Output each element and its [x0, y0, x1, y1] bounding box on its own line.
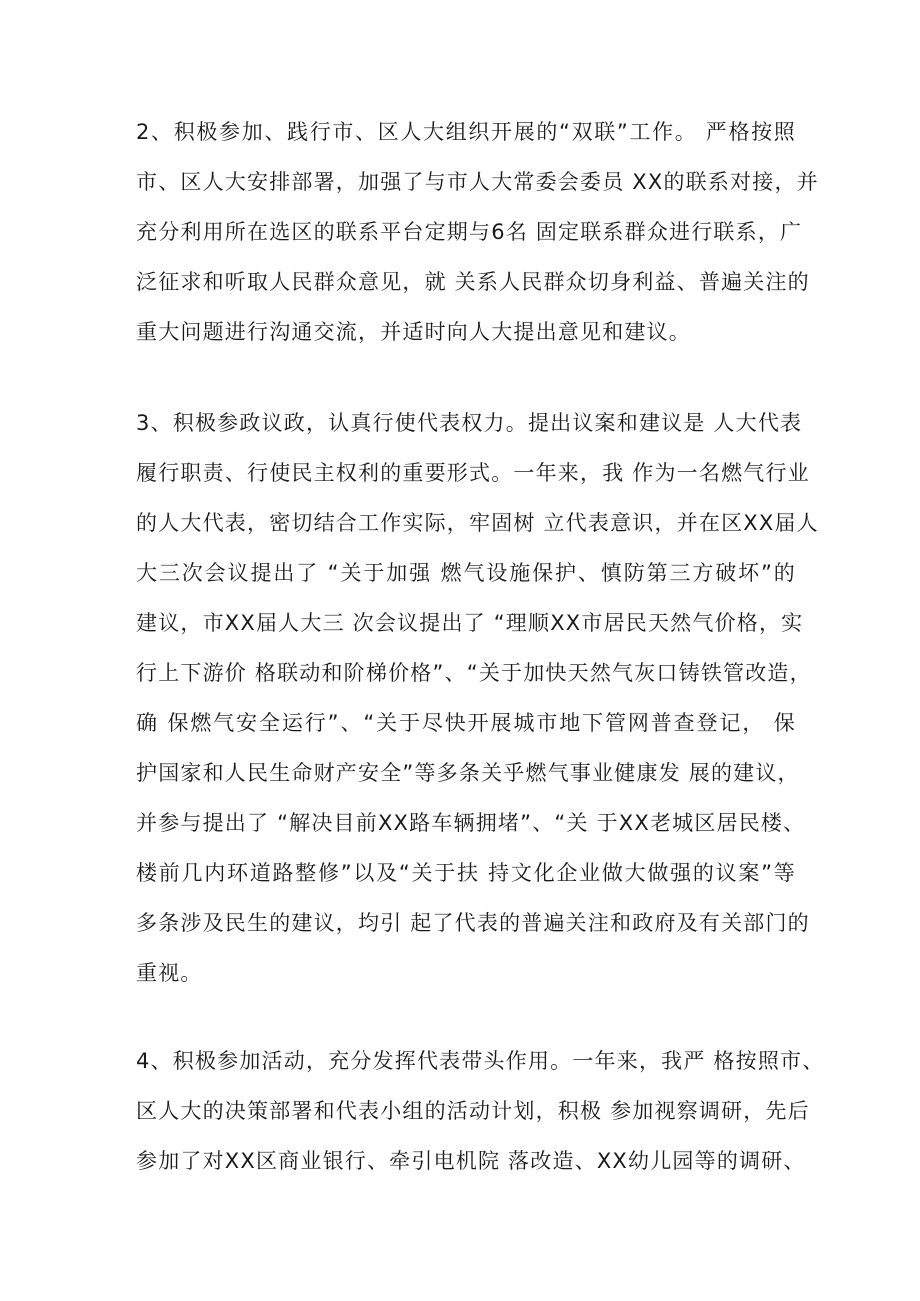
text-line: 的人大代表，密切结合工作实际，牢固树 立代表意识，并在区XX届人 [136, 511, 819, 535]
text-line: 确 保燃气安全运行”、“关于尽快开展城市地下管网普查登记， 保 [136, 711, 796, 735]
text-line: 重视。 [136, 961, 203, 985]
text-line: 并参与提出了 “解决目前XX路车辆拥堵”、“关 于XX老城区居民楼、 [136, 811, 806, 835]
paragraph-4 [136, 1036, 825, 1186]
text-line: 履行职责、行使民主权利的重要形式。一年来，我 作为一名燃气行业 [136, 461, 810, 485]
text-line: 多条涉及民生的建议，均引 起了代表的普遍关注和政府及有关部门的 [136, 911, 810, 935]
text-line: 2、积极参加、践行市、区人大组织开展的“双联”工作。 严格按照 [136, 120, 796, 144]
text-line: 充分利用所在选区的联系平台定期与6名 固定联系群众进行联系，广 [136, 220, 803, 244]
text-line: 3、积极参政议政，认真行使代表权力。提出议案和建议是 人大代表 [136, 411, 803, 435]
text-line: 区人大的决策部署和代表小组的活动计划，积极 参加视察调研，先后 [136, 1099, 810, 1123]
text-line: 大三次会议提出了 “关于加强 燃气设施保护、慎防第三方破坏”的 [136, 561, 796, 585]
text-line: 重大问题进行沟通交流，并适时向人大提出意见和建议。 [136, 320, 691, 344]
text-line: 护国家和人民生命财产安全”等多条关乎燃气事业健康发 展的建议， [136, 761, 800, 785]
paragraph-3 [136, 398, 819, 998]
text-line: 参加了对XX区商业银行、牵引电机院 落改造、XX幼儿园等的调研、 [136, 1149, 806, 1173]
text-line: 市、区人大安排部署，加强了与市人大常委会委员 XX的联系对接，并 [136, 170, 819, 194]
text-line: 4、积极参加活动，充分发挥代表带头作用。一年来，我严 格按照市、 [136, 1049, 825, 1073]
text-line: 泛征求和听取人民群众意见，就 关系人民群众切身利益、普遍关注的 [136, 270, 810, 294]
text-line: 楼前几内环道路整修”以及“关于扶 持文化企业做大做强的议案”等 [136, 861, 796, 885]
paragraph-2 [136, 107, 819, 357]
text-line: 建议，市XX届人大三 次会议提出了 “理顺XX市居民天然气价格，实 [136, 611, 804, 635]
text-line: 行上下游价 格联动和阶梯价格”、“关于加快天然气灰口铸铁管改造， [136, 661, 812, 685]
